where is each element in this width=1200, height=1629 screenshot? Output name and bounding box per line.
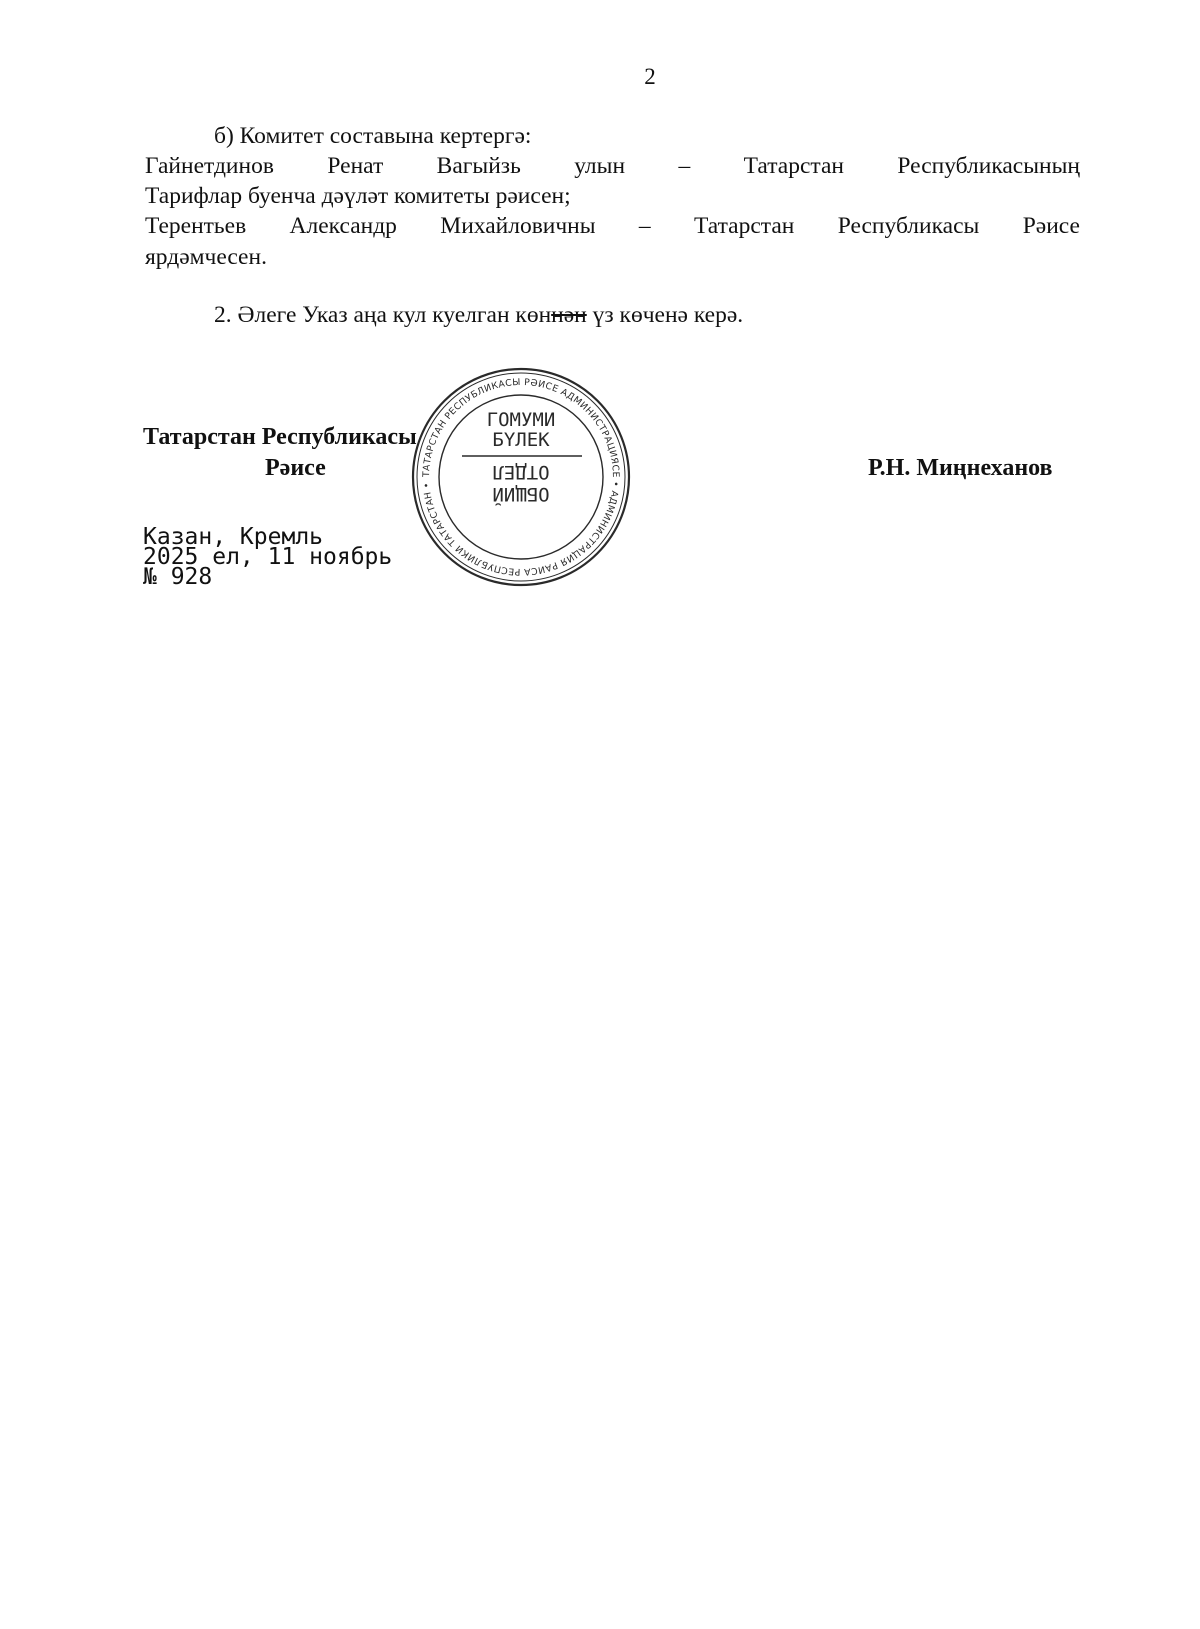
member1-line2: Тарифлар буенча дәүләт комитеты рәисен; [145,183,571,209]
member1-line1-word: Татарстан [743,153,844,179]
stamp-ring-text: ТАТАРСТАН РЕСПУБЛИКАСЫ РӘИСЕ АДМИНИСТРАЦИЯСЕ • АДМИНИСТРАЦИЯ РАИСА РЕСПУБЛИКИ ТАТАРСТАН • [420,376,622,578]
signatory-title-line1: Татарстан Республикасы [143,424,417,450]
member2-line1-word: Республикасы [837,213,980,239]
clause-2-text-start: 2. Әлеге Указ аңа кул куелган көн [214,302,552,328]
stamp-line1: ГОМУМИ [486,409,556,431]
member2-line2: ярдәмчесен. [145,244,267,270]
clause-2-struck-text: нән [551,302,587,328]
member2-line1-word: Татарстан [694,213,795,239]
member2-line1 [145,213,1080,240]
member1-line1-word: Гайнетдинов [145,153,274,179]
section-b-heading: б) Комитет составына кертергә: [214,123,532,149]
stamp-line4: ОБЩИЙ [492,483,550,505]
page-number: 2 [644,64,656,89]
member1-line1-word: Ренат [327,153,384,179]
member1-line1-word: – [678,153,691,179]
clause-2 [214,302,743,329]
signatory-name: Р.Н. Миңнеханов [868,455,1053,481]
clause-2-text-end: үз көченә керә. [586,302,744,328]
signatory-title-line2: Рәисе [265,455,326,481]
member2-line1-word: – [638,213,651,239]
footer-date: 2025 ел, 11 ноябрь [143,544,393,570]
official-seal-stamp [410,366,632,588]
member1-line1-word: Республикасының [897,153,1080,179]
member2-line1-word: Рәисе [1022,213,1080,239]
footer-place: Казан, Кремль [143,524,324,550]
member1-line1-word: улын [574,153,626,179]
member2-line1-word: Александр [289,213,397,239]
member2-line1-word: Михайловичны [440,213,596,239]
member2-line1-word: Терентьев [145,213,247,239]
stamp-line2: БҮЛЕК [492,429,550,451]
member1-line1-word: Вагыйзь [436,153,521,179]
stamp-line3: ОТДЕЛ [492,461,550,483]
member1-line1 [145,153,1080,180]
decree-number: № 928 [143,564,213,590]
